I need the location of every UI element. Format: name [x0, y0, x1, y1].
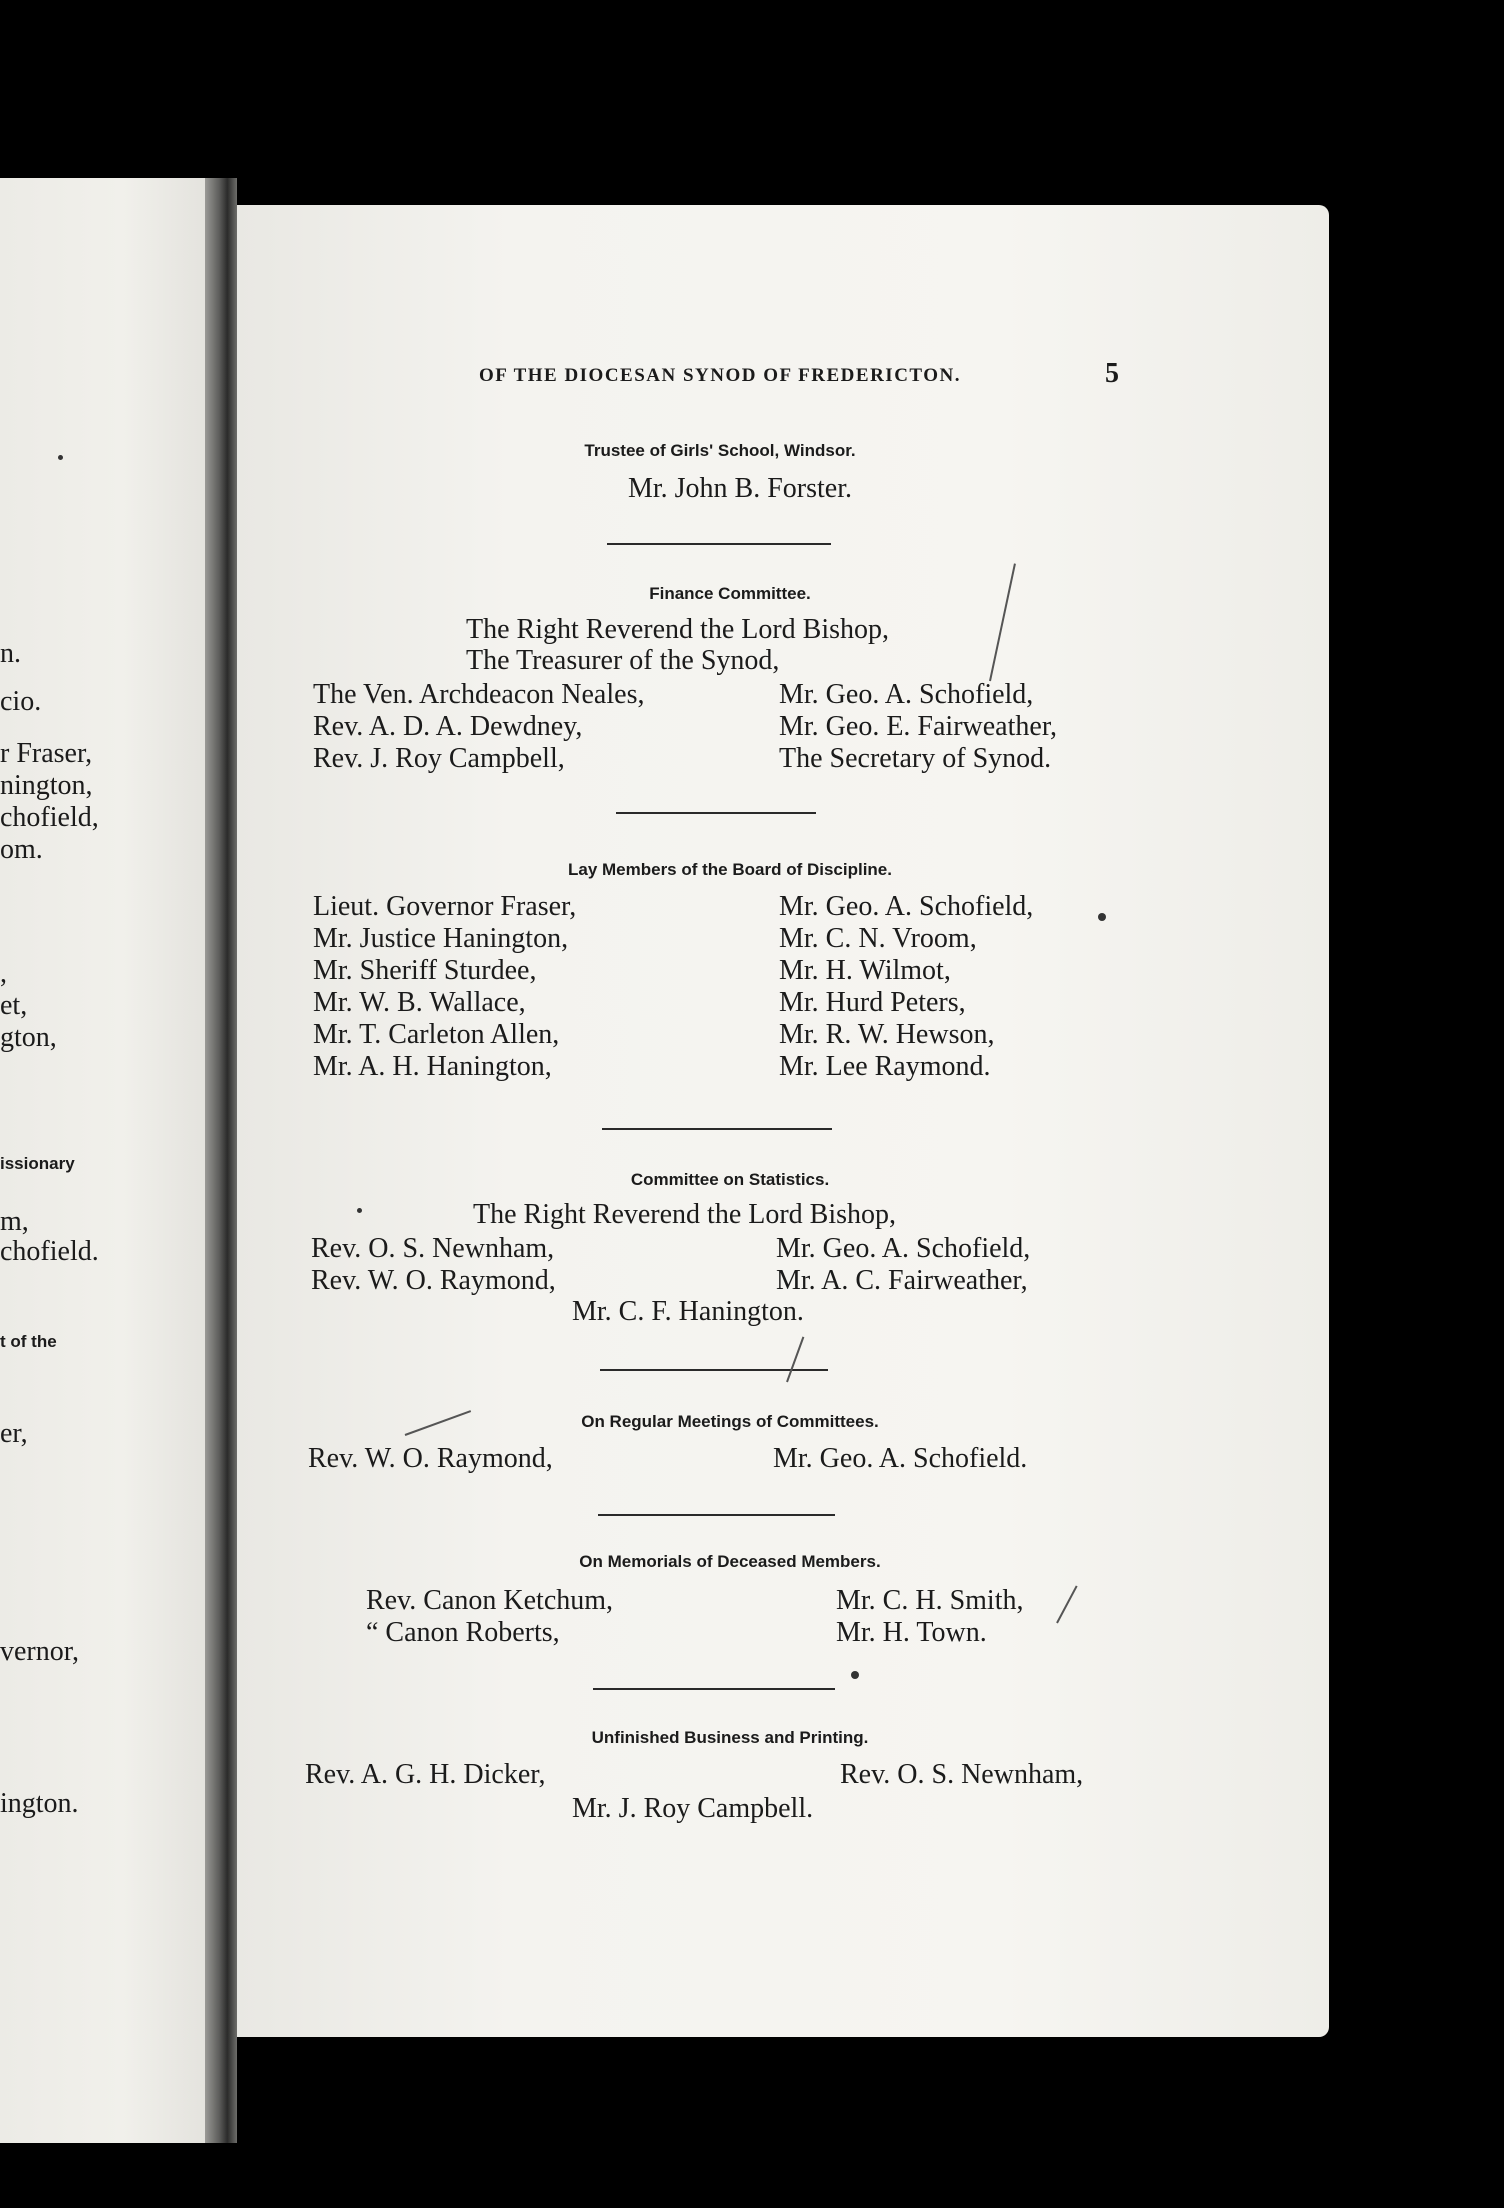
discipline-title: Lay Members of the Board of Discipline.	[567, 860, 892, 879]
facing-page-fragment-text: ,	[0, 958, 7, 989]
scan-speck	[851, 1671, 859, 1679]
memorials-member: “ Canon Roberts,	[366, 1617, 560, 1648]
discipline-member: Mr. W. B. Wallace,	[313, 987, 526, 1018]
facing-page-fragment-text: ington.	[0, 1788, 79, 1819]
statistics-member: Mr. Geo. A. Schofield,	[776, 1233, 1031, 1264]
section-divider	[600, 1369, 828, 1371]
statistics-centered-line: The Right Reverend the Lord Bishop,	[473, 1199, 897, 1230]
facing-page-fragment-text: gton,	[0, 1022, 57, 1053]
finance-centered-line: The Right Reverend the Lord Bishop,	[466, 614, 890, 645]
statistics-member: Mr. A. C. Fairweather,	[776, 1265, 1028, 1296]
meetings-member: Rev. W. O. Raymond,	[308, 1443, 553, 1474]
finance-member: Rev. J. Roy Campbell,	[313, 743, 565, 774]
facing-page-fragment-text: t of the	[0, 1332, 57, 1351]
trustee-name: Mr. John B. Forster.	[627, 473, 853, 504]
facing-page-fragment-text: m,	[0, 1206, 29, 1237]
discipline-member: Mr. C. N. Vroom,	[779, 923, 977, 954]
facing-page-fragment-text: chofield.	[0, 1236, 99, 1267]
discipline-member: Mr. Hurd Peters,	[779, 987, 966, 1018]
discipline-member: Mr. H. Wilmot,	[779, 955, 951, 986]
facing-page-fragment-text: om.	[0, 834, 43, 865]
discipline-member: Mr. Justice Hanington,	[313, 923, 569, 954]
discipline-member: Mr. A. H. Hanington,	[313, 1051, 552, 1082]
trustee-title: Trustee of Girls' School, Windsor.	[584, 441, 856, 460]
memorials-member: Rev. Canon Ketchum,	[366, 1585, 614, 1616]
finance-member: Rev. A. D. A. Dewdney,	[313, 711, 583, 742]
section-divider	[593, 1688, 835, 1690]
statistics-centered-line: Mr. C. F. Hanington.	[572, 1296, 804, 1327]
printing-member: Rev. A. G. H. Dicker,	[305, 1759, 546, 1790]
facing-page-fragment-text: et,	[0, 990, 28, 1021]
section-divider	[598, 1514, 835, 1516]
facing-page-fragment-text: vernor,	[0, 1636, 79, 1667]
facing-page-fragment-text: issionary	[0, 1154, 75, 1173]
statistics-member: Rev. W. O. Raymond,	[311, 1265, 556, 1296]
statistics-member: Rev. O. S. Newnham,	[311, 1233, 555, 1264]
facing-page-fragment-text: chofield,	[0, 802, 99, 833]
page-number: 5	[1105, 358, 1119, 389]
finance-member: Mr. Geo. E. Fairweather,	[779, 711, 1058, 742]
book-gutter	[205, 178, 237, 2143]
finance-member: Mr. Geo. A. Schofield,	[779, 679, 1034, 710]
running-head: OF THE DIOCESAN SYNOD OF FREDERICTON.	[478, 365, 961, 386]
scan-speck	[357, 1208, 362, 1213]
memorials-member: Mr. H. Town.	[836, 1617, 987, 1648]
facing-page-fragment-text: cio.	[0, 686, 42, 717]
facing-page-fragment-text: n.	[0, 638, 21, 669]
printing-title: Unfinished Business and Printing.	[591, 1728, 869, 1747]
discipline-member: Mr. Geo. A. Schofield,	[779, 891, 1034, 922]
scan-speck	[1098, 913, 1106, 921]
memorials-member: Mr. C. H. Smith,	[836, 1585, 1024, 1616]
section-divider	[607, 543, 831, 545]
finance-member: The Ven. Archdeacon Neales,	[313, 679, 645, 710]
finance-centered-line: The Treasurer of the Synod,	[466, 645, 780, 676]
statistics-title: Committee on Statistics.	[630, 1170, 830, 1189]
meetings-member: Mr. Geo. A. Schofield.	[773, 1443, 1028, 1474]
discipline-member: Lieut. Governor Fraser,	[313, 891, 577, 922]
discipline-member: Mr. Lee Raymond.	[779, 1051, 991, 1082]
discipline-member: Mr. R. W. Hewson,	[779, 1019, 995, 1050]
finance-title: Finance Committee.	[649, 584, 811, 603]
discipline-member: Mr. Sheriff Sturdee,	[313, 955, 537, 986]
discipline-member: Mr. T. Carleton Allen,	[313, 1019, 560, 1050]
printing-member: Rev. O. S. Newnham,	[840, 1759, 1084, 1790]
memorials-title: On Memorials of Deceased Members.	[579, 1552, 881, 1571]
facing-page-fragment-text: r Fraser,	[0, 738, 93, 769]
section-divider	[602, 1128, 832, 1130]
printing-centered-line: Mr. J. Roy Campbell.	[572, 1793, 814, 1824]
meetings-title: On Regular Meetings of Committees.	[581, 1412, 879, 1431]
finance-member: The Secretary of Synod.	[779, 743, 1052, 774]
facing-page-fragment-text: nington,	[0, 770, 93, 801]
facing-page-fragment-text: er,	[0, 1418, 28, 1449]
section-divider	[616, 812, 816, 814]
scan-speck	[58, 455, 63, 460]
